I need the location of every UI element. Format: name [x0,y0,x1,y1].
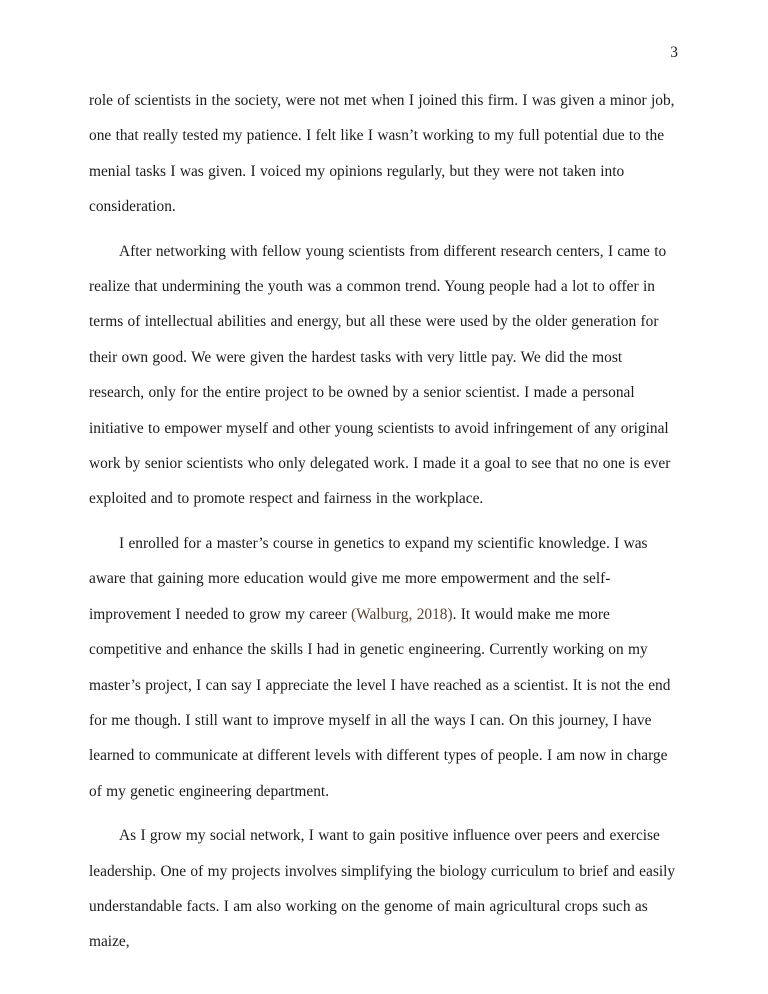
paragraph-3 [89,526,678,809]
paragraph-1: role of scientists in the society, were not met when I joined this firm. I was given a minor job, one that really tested my patience. I felt like I wasn’t working to my full potential due to the menial tasks I was given. I voiced my opinions regularly, but they were not taken into consideration. [89,92,675,216]
paragraph-2: After networking with fellow young scientists from different research centers, I came to realize that undermining the youth was a common trend. Young people had a lot to offer in terms of intellectual abilities and energy, but all these were used by the older generation for their own good. We were given the hardest tasks with very little pay. We did the most research, only for the entire project to be owned by a senior scientist. I made a personal initiative to empower myself and other young scientists to avoid infringement of any original work by senior scientists who only delegated work. I made it a goal to see that no one is ever exploited and to promote respect and fairness in the workplace. [89,242,671,508]
page-number: 3 [670,44,678,61]
document-body [89,83,678,969]
citation-walburg-2018: (Walburg, 2018) [351,605,453,623]
paragraph-3-text-before-citation: I enrolled for a master’s course in genetics to expand my scientific knowledge. I was aware that gaining more education would give me more empowerment and the self-improvement I needed to grow my career [89,534,648,623]
paragraph-4: As I grow my social network, I want to gain positive influence over peers and exercise leadership. One of my projects involves simplifying the biology curriculum to brief and easily understandable facts. I am also working on the genome of main agricultural crops such as maize, [89,827,676,951]
paragraph-3-text-after-citation: . It would make me more competitive and enhance the skills I had in genetic engineering. Currently working on my master’s project, I can say I appreciate the level I have reached as a scientist. It is not the end for me though. I still want to improve myself in all the ways I can. On this journey, I have learned to communicate at different levels with different types of people. I am now in charge of my genetic engineering department. [89,605,671,800]
